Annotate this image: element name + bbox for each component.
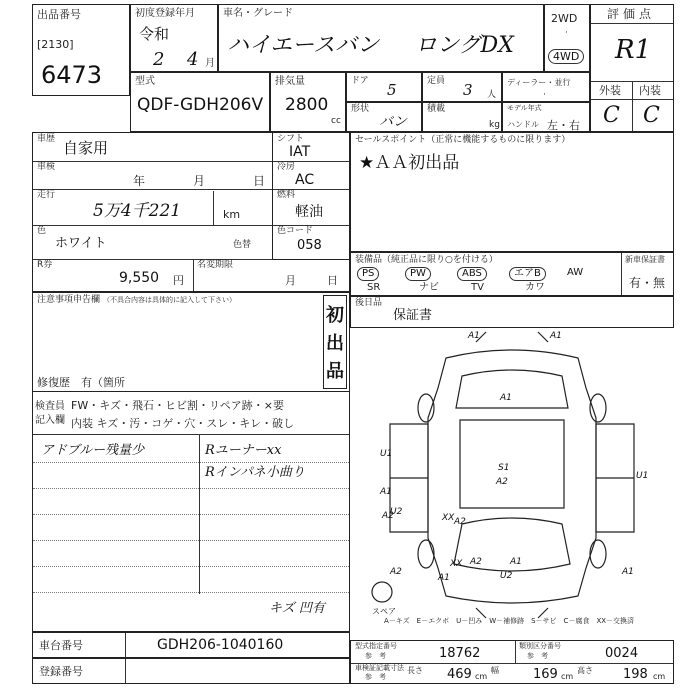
fuel-value: 軽油	[295, 204, 323, 220]
load-label: 積載	[427, 104, 446, 114]
after-label: 後日品	[355, 298, 383, 308]
damage-mark: U1	[380, 449, 393, 459]
body-value: バン	[379, 114, 407, 130]
inspector-row2: 内装 キズ・汚・コゲ・穴・スレ・キレ・破し	[71, 417, 295, 430]
fuel-label: 燃料	[277, 190, 296, 200]
ac-value: AC	[295, 172, 315, 188]
drive-box	[544, 4, 590, 72]
disp-value: 2800	[285, 95, 329, 115]
height-value: 198	[623, 667, 648, 682]
first-listing-stamp	[323, 295, 347, 389]
damage-mark: A2	[470, 557, 482, 567]
stamp-text: 初出品	[326, 305, 344, 382]
month-value: 4	[187, 49, 199, 70]
equipment-box	[350, 252, 674, 296]
new-values: 有・無	[629, 276, 666, 290]
body-box	[346, 102, 422, 132]
mileage-unit: km	[223, 208, 241, 221]
spec-no-label: 型式指定番号	[355, 642, 397, 650]
inspector-box	[32, 392, 350, 632]
disp-box	[270, 72, 346, 132]
chassis-label: 車台番号	[39, 639, 83, 652]
damage-mark: A1	[622, 567, 634, 577]
inspector-row1: FW・キズ・飛石・ヒビ割・リペア跡・×要	[71, 399, 284, 412]
door-box	[346, 72, 422, 102]
recycle-value: 9,550	[119, 270, 160, 286]
class-label: 類別区分番号	[519, 642, 561, 650]
drive-dot: ·	[565, 28, 568, 38]
lot-number: 6473	[41, 61, 103, 89]
inspect-month: 月	[193, 174, 206, 188]
color-change-label: 色替	[233, 240, 252, 250]
notes-sub: （不具合内容は具体的に記入して下さい）	[103, 296, 236, 304]
handle-label: ハンドル	[507, 120, 539, 129]
damage-mark: A1	[438, 573, 450, 583]
color-code-value: 058	[297, 238, 322, 253]
load-box	[422, 102, 502, 132]
inspector-note-bottom: キズ 凹有	[269, 601, 325, 616]
car-outline-svg	[350, 328, 674, 628]
shift-value: IAT	[289, 144, 311, 160]
inspector-note-right2: Rインパネ小曲り	[205, 465, 305, 480]
shift-label: シフト	[277, 134, 305, 144]
disp-label: 排気量	[275, 76, 305, 87]
equipment-item: ABS	[457, 267, 487, 281]
selling-box	[350, 132, 674, 252]
width-cm: cm	[561, 672, 574, 681]
type-box	[130, 72, 270, 132]
equipment-item: ナビ	[419, 282, 439, 293]
spec-no-box	[350, 640, 674, 684]
damage-mark: A1	[380, 487, 392, 497]
recycle-unit: 円	[173, 274, 184, 287]
width-label: 幅	[491, 666, 499, 675]
drive-4wd: 4WD	[548, 49, 584, 64]
dealer-dot: ·	[543, 90, 546, 100]
reg-box	[32, 658, 350, 684]
damage-mark: A2	[496, 477, 508, 487]
inspect-year: 年	[133, 174, 146, 188]
after-box	[350, 296, 674, 328]
length-cm: cm	[475, 672, 488, 681]
class-value: 0024	[605, 646, 639, 661]
damage-mark: U2	[500, 571, 513, 581]
mileage-label: 走行	[37, 190, 56, 200]
ext-label: 外装	[599, 84, 621, 97]
equipment-item: SR	[367, 282, 381, 293]
inspect-label: 車検	[37, 162, 56, 172]
era-value: 令和	[139, 25, 170, 43]
model-label: 車名・グレード	[223, 8, 293, 19]
lot-sub: [2130]	[37, 38, 74, 51]
dealer-box	[502, 72, 590, 102]
disp-unit: cc	[331, 116, 341, 126]
usage-value: 自家用	[63, 139, 109, 157]
color-code-label: 色コード	[277, 226, 314, 236]
usage-label: 車歴	[37, 134, 56, 144]
year-value: 2	[153, 49, 165, 70]
car-name: ハイエースバン	[227, 33, 380, 58]
ext-value: C	[603, 103, 620, 128]
shift-ac-box	[272, 132, 350, 260]
int-value: C	[643, 103, 660, 128]
length-label: 長さ	[407, 666, 423, 675]
damage-mark: XX	[442, 513, 455, 523]
drive-2wd: 2WD	[551, 12, 578, 25]
chassis-value: GDH206-1040160	[157, 637, 284, 653]
handle-box	[502, 102, 590, 132]
length-value: 469	[447, 667, 472, 682]
handle-value: 左・右	[547, 119, 580, 132]
door-value: 5	[387, 81, 397, 99]
type-value: QDF-GDH206V	[137, 95, 264, 115]
score-label: 評価点	[607, 7, 656, 21]
damage-mark: A2	[382, 511, 394, 521]
first-reg-box	[130, 4, 218, 72]
inspector-note-right1: Rユーナーxx	[205, 443, 282, 458]
inspector-label1: 検査員	[35, 401, 65, 412]
spare-label: スペア	[372, 607, 396, 616]
color-label: 色	[37, 226, 47, 236]
width-value: 169	[533, 667, 558, 682]
score-box	[590, 4, 674, 132]
selling-text: ★ＡＡ初出品	[359, 153, 460, 173]
color-value: ホワイト	[55, 236, 107, 251]
dealer-label: ディーラー・並行	[507, 78, 571, 87]
first-reg-label: 初度登録年月	[135, 8, 195, 19]
damage-mark: A1	[468, 331, 480, 341]
month-unit: 月	[205, 58, 215, 69]
damage-mark: U1	[636, 471, 649, 481]
equipment-item: PW	[405, 267, 431, 281]
cap-label: 定員	[427, 76, 446, 86]
int-label: 内装	[639, 84, 661, 97]
notes-label: 注意事項申告欄	[37, 295, 101, 305]
size-sub: 参 考	[365, 673, 386, 681]
score-value: R1	[615, 35, 652, 65]
lot-box	[32, 4, 130, 96]
damage-diagram	[350, 328, 674, 628]
inspect-day: 日	[253, 174, 266, 188]
selling-label: セールスポイント（正常に機能するものに限ります）	[355, 135, 571, 145]
spec-no-sub: 参 考	[365, 652, 386, 660]
diagram-legend: A－キズ E－エクボ U－凹み W－補修跡 S－サビ C－腐食 XX－交換済	[384, 617, 635, 625]
mileage-value: 5万4千221	[93, 201, 182, 221]
notes-box	[32, 292, 350, 392]
equipment-item: PS	[357, 267, 379, 281]
equipment-item: TV	[471, 282, 484, 293]
type-label: 型式	[135, 76, 155, 87]
cap-unit: 人	[487, 90, 497, 100]
cap-value: 3	[463, 81, 473, 99]
damage-mark: U2	[390, 507, 403, 517]
damage-mark: S1	[498, 463, 510, 473]
damage-mark: A2	[454, 517, 466, 527]
reg-label: 登録番号	[39, 665, 83, 678]
grade: ロングDX	[415, 33, 514, 58]
inspector-label2: 記入欄	[35, 415, 65, 426]
damage-mark: XX	[450, 559, 463, 569]
body-label: 形状	[351, 104, 370, 114]
equipment-item: エアB	[509, 267, 546, 281]
damage-mark: A1	[500, 393, 512, 403]
equipment-item: カワ	[525, 282, 545, 293]
inspector-note-left: アドブルー残量少	[41, 443, 145, 458]
height-label: 高さ	[577, 666, 593, 675]
cert-label: 名変期限	[197, 260, 234, 270]
cert-month: 月	[285, 274, 296, 287]
damage-mark: A1	[550, 331, 562, 341]
door-label: ドア	[351, 76, 369, 86]
model-year-label: モデル年式	[507, 104, 542, 112]
damage-mark: A1	[510, 557, 522, 567]
new-label: 新車保証書	[625, 255, 665, 264]
repair-label: 修復歴	[37, 376, 70, 389]
cap-box	[422, 72, 502, 102]
ac-label: 冷房	[277, 162, 296, 172]
model-box	[218, 4, 544, 72]
size-label: 車検証記載寸法	[355, 664, 404, 672]
spec-no-value: 18762	[439, 646, 481, 661]
cert-day: 日	[327, 274, 338, 287]
repair-value: 有（箇所	[81, 376, 125, 389]
lot-label: 出品番号	[37, 8, 81, 21]
after-value: 保証書	[393, 308, 433, 323]
load-unit: kg	[489, 120, 500, 130]
recycle-label: R券	[37, 260, 53, 270]
damage-mark: A2	[390, 567, 402, 577]
class-sub: 参 考	[527, 652, 548, 660]
chassis-box	[32, 632, 350, 658]
height-cm: cm	[653, 672, 666, 681]
equipment-label: 装備品（純正品に限り○を付ける）	[355, 255, 498, 265]
equipment-item: AW	[567, 267, 584, 278]
